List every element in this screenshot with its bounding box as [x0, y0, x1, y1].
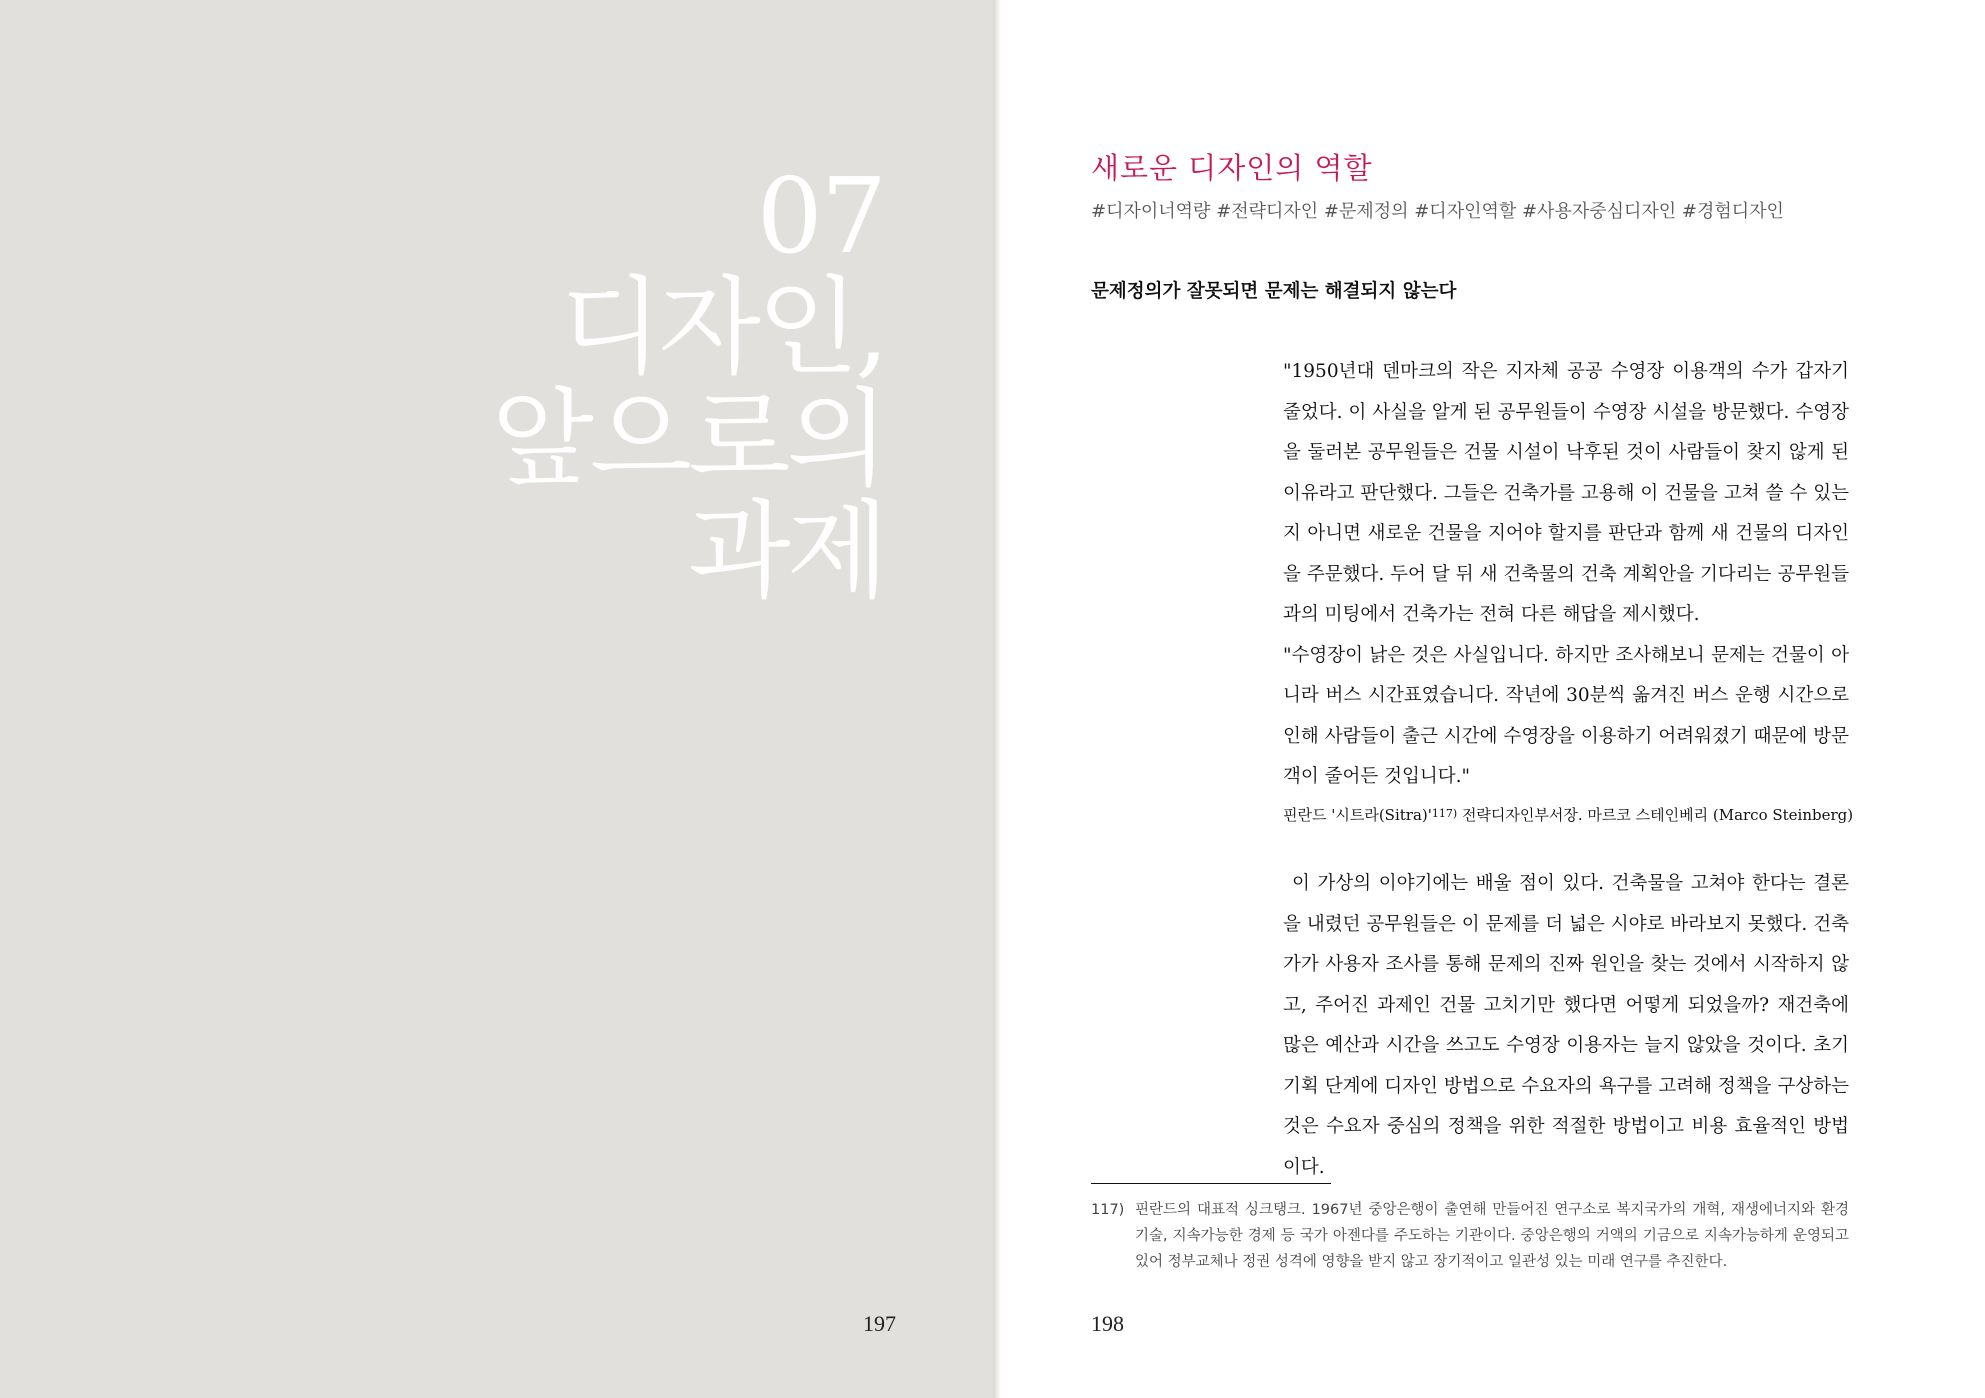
- section-tags: #디자이너역량 #전략디자인 #문제정의 #디자인역할 #사용자중심디자인 #경험디자인: [1091, 201, 1784, 222]
- footnote: [1091, 1197, 1849, 1275]
- footnote-reference[interactable]: 117): [1431, 806, 1458, 820]
- body-paragraph: 이 가상의 이야기에는 배울 점이 있다. 건축물을 고쳐야 한다는 결론을 내렸던 공무원들은 이 문제를 더 넓은 시야로 바라보지 못했다. 건축가가 사용자 조사를 통해 문제의 진짜 원인을 찾는 것에서 시작하지 않고, 주어진 과제인 건물 고치기만 했다면 어떻게 되었을까? 재건축에 많은 예산과 시간을 쓰고도 수영장 이용자는 늘지 않았을 것이다. 초기 기획 단계에 디자인 방법으로 수요자의 욕구를 고려해 정책을 구상하는 것은 수요자 중심의 정책을 위한 적절한 방법이고 비용 효율적인 방법이다.: [1283, 873, 1849, 1178]
- footnote-text: 핀란드의 대표적 싱크탱크. 1967년 중앙은행이 출연해 만들어진 연구소로 복지국가의 개혁, 재생에너지와 환경 기술, 지속가능한 경제 등 국가 아젠다를 주도하는 기관이다. 중앙은행의 거액의 기금으로 지속가능하게 운영되고 있어 정부교체나 정권 성격에 영향을 받지 않고 장기적이고 일관성 있는 미래 연구를 추진한다.: [1135, 1202, 1849, 1270]
- chapter-title-line: 과제: [688, 490, 885, 613]
- footnote-number: 117): [1091, 1202, 1125, 1218]
- chapter-number: 07: [756, 155, 885, 277]
- quote-paragraph: "1950년대 덴마크의 작은 지자체 공공 수영장 이용객의 수가 갑자기 줄었다. 이 사실을 알게 된 공무원들이 수영장 시설을 방문했다. 수영장을 둘러본 공무원들은 건물 시설이 낙후된 것이 사람들이 찾지 않게 된 이유라고 판단했다. 그들은 건축가를 고용해 이 건물을 고쳐 쓸 수 있는지 아니면 새로운 건물을 지어야 할지를 판단과 함께 새 건물의 디자인을 주문했다. 두어 달 뒤 새 건축물의 건축 계획안을 기다리는 공무원들과의 미팅에서 건축가는 전혀 다른 해답을 제시했다.: [1283, 361, 1849, 625]
- chapter-title-line: 앞으로의: [491, 378, 885, 501]
- page-number-left: 197: [863, 1311, 896, 1336]
- subheading: 문제정의가 잘못되면 문제는 해결되지 않는다: [1091, 281, 1457, 302]
- quote-source-text: 핀란드 '시트라(Sitra)': [1283, 805, 1432, 824]
- section-title: 새로운 디자인의 역할: [1091, 151, 1373, 185]
- page-number-right: 198: [1091, 1311, 1124, 1336]
- quote-block: [1283, 352, 1854, 829]
- page-gutter: [993, 0, 1001, 1398]
- quote-source: [1283, 800, 1854, 829]
- chapter-heading: [491, 155, 885, 613]
- footnote-divider: [1091, 1183, 1331, 1184]
- quote-paragraph: "수영장이 낡은 것은 사실입니다. 하지만 조사해보니 문제는 건물이 아니라 버스 시간표였습니다. 작년에 30분씩 옮겨진 버스 운행 시간으로 인해 사람들이 출근 시간에 수영장을 이용하기 어려워졌기 때문에 방문객이 줄어든 것입니다.": [1283, 644, 1849, 787]
- quote-source-text: 전략디자인부서장. 마르코 스테인베리 (Marco Steinberg): [1457, 805, 1854, 824]
- chapter-title-line: 디자인,: [560, 266, 885, 389]
- right-page: [1001, 0, 1985, 1398]
